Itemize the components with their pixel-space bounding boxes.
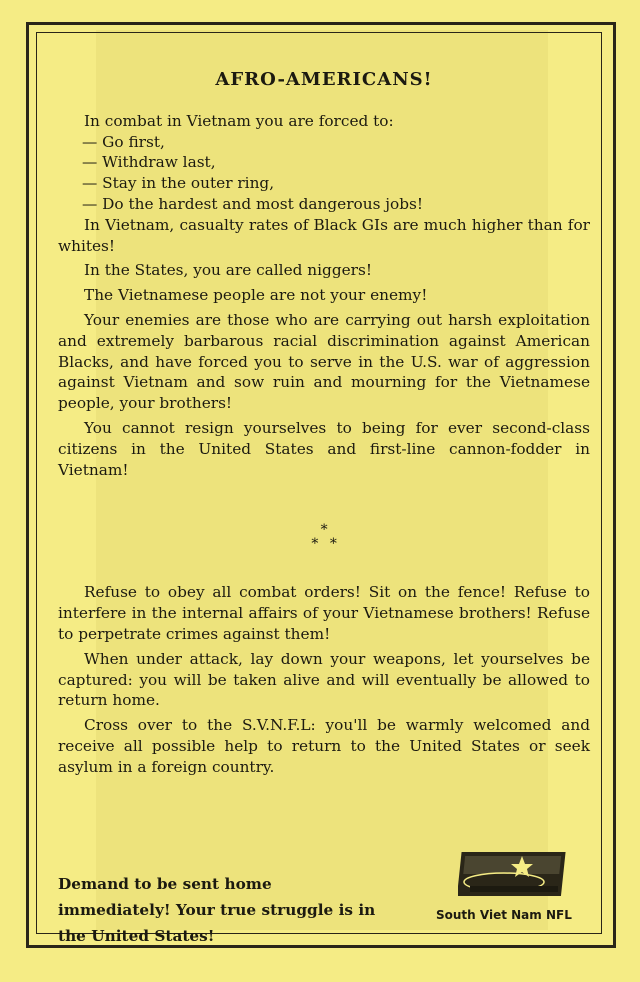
closing-demand: Demand to be sent home immediately! Your true struggle is in the United States! <box>58 875 376 946</box>
list-item: — Go first, <box>82 132 165 151</box>
signature: South Viet Nam NFL <box>436 908 572 922</box>
paragraph: Cross over to the S.V.N.F.L: you'll be warmly welcomed and receive all possible help to return to the United States or seek asylum in a foreign country. <box>58 716 590 776</box>
paragraph: When under attack, lay down your weapons, let yourselves be captured: you will be taken alive and will eventually be allowed to return home. <box>58 649 590 710</box>
list-item: — Stay in the outer ring, <box>82 174 275 193</box>
paragraph: You cannot resign yourselves to being for ever second-class citizens in the United States and first-line cannon-fodder in Vietnam! <box>58 418 590 479</box>
paragraph: In the States, you are called niggers! <box>84 261 372 280</box>
intro-text: In combat in Vietnam you are forced to: <box>84 111 394 130</box>
leaflet-title: AFRO-AMERICANS! <box>215 69 433 90</box>
leaflet-footer <box>58 848 598 946</box>
paragraph: In Vietnam, casualty rates of Black GIs are much higher than for whites! <box>58 215 590 255</box>
leaflet-body <box>58 62 590 778</box>
list-item: — Withdraw last, <box>82 153 216 172</box>
paragraph: Refuse to obey all combat orders! Sit on the fence! Refuse to interfere in the internal affairs of your Vietnamese brothers! Refuse to perpetrate crimes against them! <box>58 583 590 643</box>
paragraph: Your enemies are those who are carrying out harsh exploitation and extremely barbarous racial discrimination against American Blacks, and have forced you to serve in the U.S. war of aggression against Vietnam and sow ruin and mourning for the Vietnamese people, your brothers! <box>58 310 590 413</box>
nfl-flag-emblem-icon <box>458 848 570 900</box>
paragraph: The Vietnamese people are not your enemy! <box>84 286 428 305</box>
forced-duties-list <box>58 132 590 215</box>
asterism-icon: ∗ ∗ ∗ <box>310 519 338 550</box>
list-item: — Do the hardest and most dangerous jobs! <box>82 194 424 213</box>
